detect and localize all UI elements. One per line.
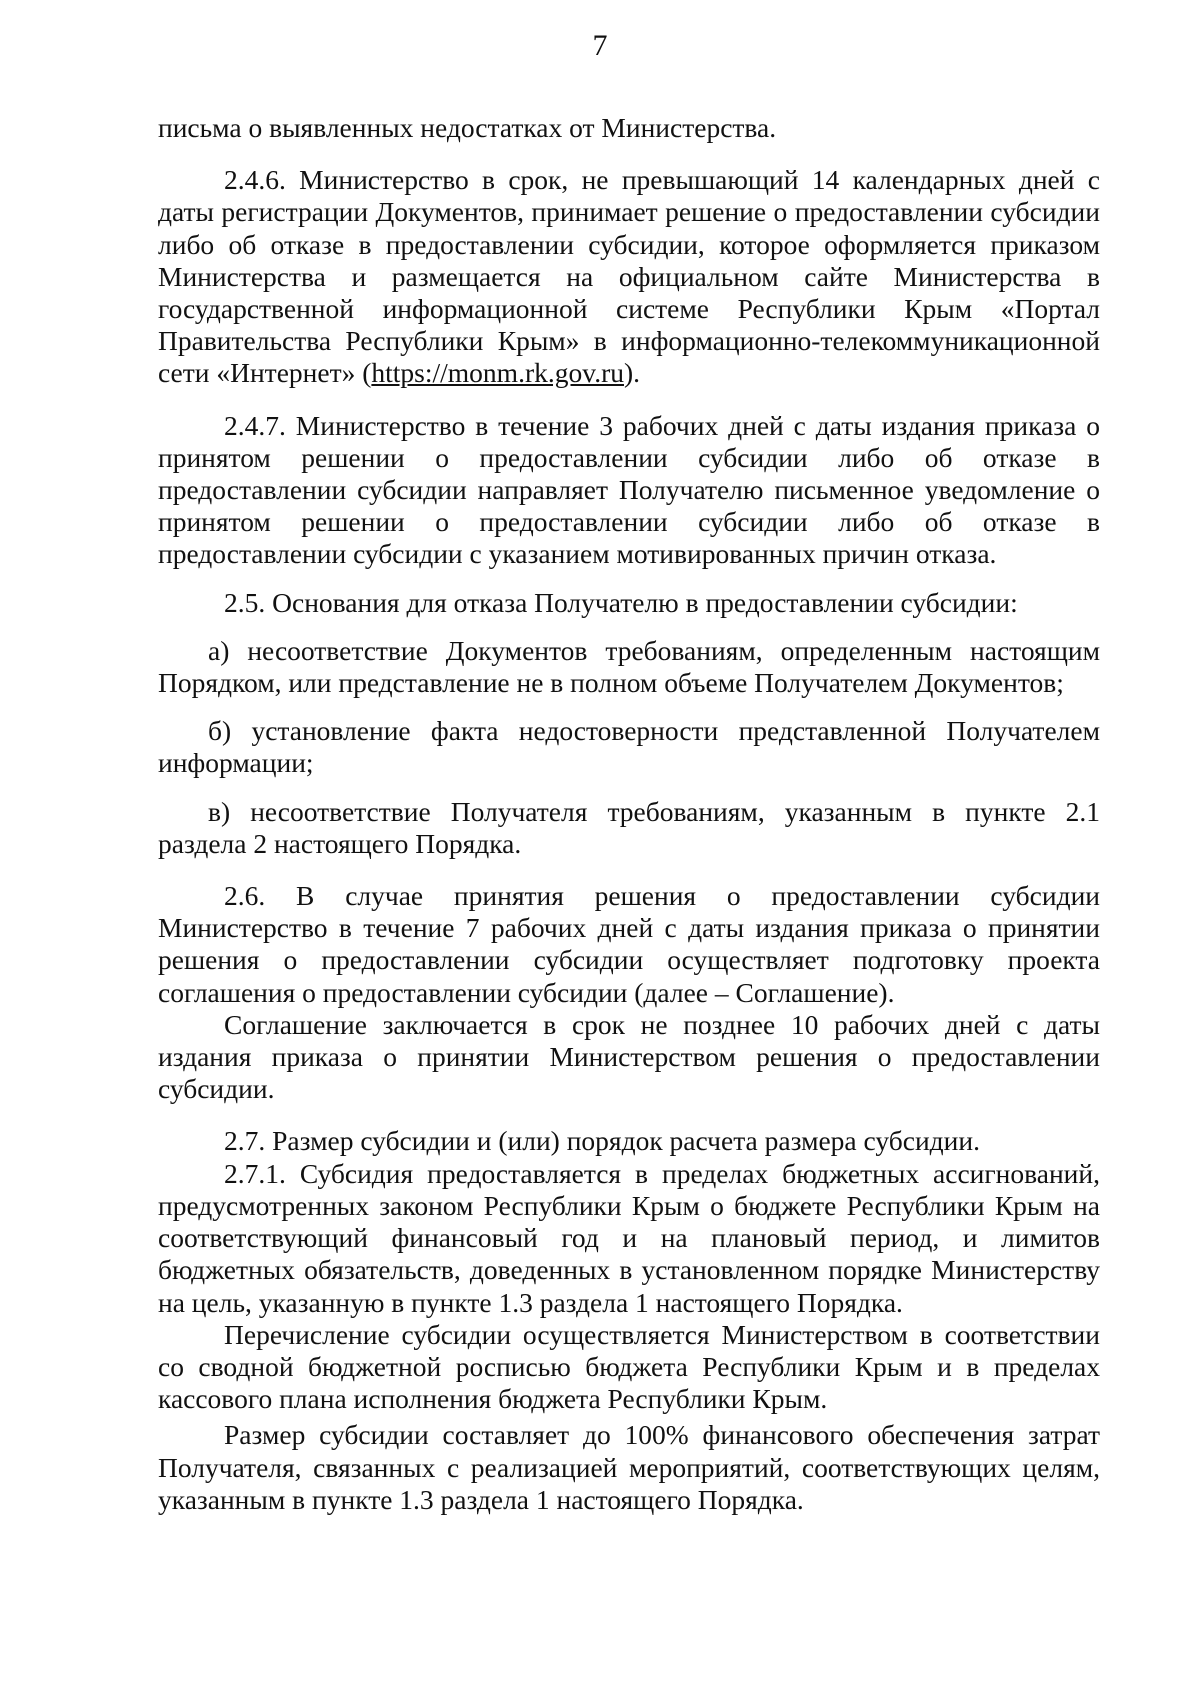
paragraph-2-5: 2.5. Основания для отказа Получателю в предоставлении субсидии: [224, 586, 1018, 618]
page-number: 7 [592, 29, 608, 62]
list-item-b: б) установление факта недостоверности представленной Получателем информации; [158, 715, 1100, 779]
paragraph-2-7: 2.7. Размер субсидии и (или) порядок расчета размера субсидии. [224, 1125, 980, 1157]
paragraph-2-6: 2.6. В случае принятия решения о предоставлении субсидии Министерство в течение 7 рабочих дней с даты издания приказа о принятии решения о предоставлении субсидии осуществляет подготовку проекта соглашения о предоставлении субсидии (далее – Соглашение). [158, 880, 1100, 1008]
paragraph-2-7-1: 2.7.1. Субсидия предоставляется в пределах бюджетных ассигнований, предусмотренных законом Республики Крым о бюджете Республики Крым на соответствующий финансовый год и на плановый период, и лимитов бюджетных обязательств, доведенных в установленном порядке Министерству на цель, указанную в пункте 1.3 раздела 1 настоящего Порядка. [158, 1157, 1100, 1318]
paragraph-2-4-7: 2.4.7. Министерство в течение 3 рабочих дней с даты издания приказа о принятом решении о предоставлении субсидии либо об отказе в предоставлении субсидии направляет Получателю письменное уведомление о принятом решении о предоставлении субсидии либо об отказе в предоставлении субсидии с указанием мотивированных причин отказа. [158, 409, 1100, 570]
list-item-v: в) несоответствие Получателя требованиям, указанным в пункте 2.1 раздела 2 настоящего Порядка. [158, 795, 1100, 859]
paragraph-transfer: Перечисление субсидии осуществляется Министерством в соответствии со сводной бюджетной росписью бюджета Республики Крым и в пределах кассового плана исполнения бюджета Республики Крым. [158, 1318, 1100, 1415]
ministry-website-link[interactable]: https://monm.rk.gov.ru [371, 357, 624, 389]
paragraph-continuation: письма о выявленных недостатках от Министерства. [158, 112, 777, 143]
paragraph-2-4-6 [158, 164, 1100, 389]
paragraph-subsidy-amount: Размер субсидии составляет до 100% финансового обеспечения затрат Получателя, связанных с реализацией мероприятий, соответствующих целям, указанным в пункте 1.3 раздела 1 настоящего Порядка. [158, 1419, 1100, 1515]
paragraph-agreement: Соглашение заключается в срок не позднее 10 рабочих дней с даты издания приказа о принятии Министерством решения о предоставлении субсидии. [158, 1008, 1100, 1105]
document-body [158, 112, 1100, 1516]
paragraph-2-4-6-text: 2.4.6. Министерство в срок, не превышающий 14 календарных дней с даты регистрации Документов, принимает решение о предоставлении субсидии либо об отказе в предоставлении субсидии, которое оформляется приказом Министерства и размещается на официальном сайте Министерства в государственной информационной системе Республики Крым «Портал Правительства Республики Крым» в информационно-телекоммуникационной сети «Интернет» ( [158, 164, 1100, 389]
paragraph-2-4-6-end: ). [623, 357, 641, 389]
list-item-a: а) несоответствие Документов требованиям, определенным настоящим Порядком, или представление не в полном объеме Получателем Документов; [158, 634, 1100, 699]
